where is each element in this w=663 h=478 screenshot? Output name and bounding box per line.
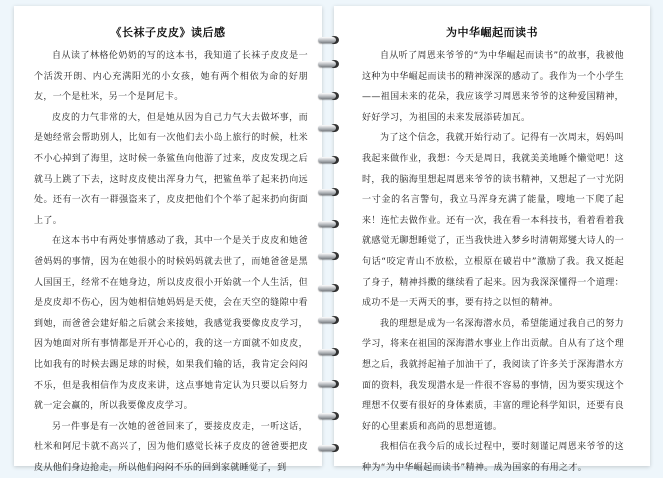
left-page-title: 《长袜子皮皮》读后感 [110,26,226,39]
binding-ring [318,442,340,454]
left-page [14,6,322,473]
paragraph: 我相信在我今后的成长过程中，要时刻谨记周恩来爷爷的这种为“为中华崛起而读书”精神。成为国家的有用之才。 [362,442,624,473]
right-page-body [362,46,624,478]
right-page [334,6,650,473]
spiral-binding [318,10,340,470]
left-page-body [34,46,308,478]
binding-ring [318,250,340,262]
binding-ring [318,282,340,294]
binding-ring [318,346,340,358]
binding-ring [318,410,340,422]
binding-ring [318,58,340,70]
right-page-title: 为中华崛起而读书 [446,26,538,39]
binding-ring [318,34,340,46]
binding-ring [318,154,340,166]
paragraph: 在这本书中有两处事情感动了我，其中一个是关于皮皮和她爸爸妈妈的事情，因为在她很小的时候妈妈就去世了，而她爸爸是黑人国国王，经常不在她身边，所以皮皮很小开始就一个人生活，但是皮皮却不伤心，因为她相信她妈妈是天使，会在天空的缝隙中看到她，而爸爸会建好船之后就会来接她，我感觉我要像皮皮学习，因为她面对所有事情都是开开心心的，我的这一方面就不如皮皮，比如我有的时候去踢足球的时候，如果我们输的话，我肯定会闷闷不乐，但是我相信作为皮皮来讲，这点事她肯定认为只要以后努力就一定会赢的，所以我要像皮皮学习。 [34,236,308,412]
binding-ring [318,186,340,198]
binding-ring [318,314,340,326]
paragraph: 我的理想是成为一名深海潜水员，希望能通过我自己的努力学习，将来在祖国的深海潜水事业上作出贡献。自从有了这个理想之后，我就捋起袖子加油干了，我阅读了许多关于深海潜水方面的资料，我发现潜水是一件很不容易的事情，因为要实现这个理想不仅要有很好的身体素质，丰富的理论科学知识，还要有良好的心里素质和高尚的思想道德。 [362,318,624,432]
paragraph: 为了这个信念，我就开始行动了。记得有一次周末，妈妈叫我起来做作业，我想：今天是周日，我就美美地睡个懒觉吧！这时，我的脑海里想起周恩来爷爷的读书精神，又想起了一寸光阴一寸金的名言警句，我立马浑身充满了能量，嗖地一下爬了起来！连忙去做作业。还有一次，我在看一本科技书，看着看着我就感觉无聊想睡觉了，正当我快进入梦乡时清朝郑燮大诗人的一句话“咬定青山不放松，立根原在破岩中”激励了我。我又挺起了身子，精神抖擞的继续看了起来。因为我深深懂得一个道理：成功不是一天两天的事，要有持之以恒的精神。 [362,133,624,309]
binding-ring [318,218,340,230]
paragraph: 自从读了林格伦奶奶的写的这本书，我知道了长袜子皮皮是一个活泼开朗、内心充满阳光的小女孩，她有两个相依为命的好朋友，一个是杜米，另一个是阿尼卡。 [34,51,308,103]
paragraph: 另一件事是有一次她的爸爸回来了，要接皮皮走，一听这话，杜米和阿尼卡就不高兴了，因为他们感觉长袜子皮皮的爸爸要把皮皮从他们身边抢走，所以他们闷闷不乐的回到家就睡觉了，到 [34,421,308,473]
binding-ring [318,90,340,102]
binding-ring [318,378,340,390]
binding-ring [318,122,340,134]
paragraph: 自从听了周恩来爷爷的“为中华崛起而读书”的故事，我被他这种为中华崛起而读书的精神深深的感动了。我作为一个小学生——祖国未来的花朵，我应该学习周恩来爷爷的这种爱国精神，好好学习，为祖国的未来发展添砖加瓦。 [362,51,624,123]
paragraph: 皮皮的力气非常的大，但是她从因为自己力气大去做坏事，而是她经常会帮助别人，比如有一次他们去小岛上旅行的时候，杜米不小心掉到了海里，这时候一条鲨鱼向他游了过来，皮皮发现之后就马上跳了下去，这时皮皮使出浑身力气，把鲨鱼举了起来扔向远处。还有一次有一群强盗来了，皮皮把他们个个举了起来扔向街面上了。 [34,112,308,226]
